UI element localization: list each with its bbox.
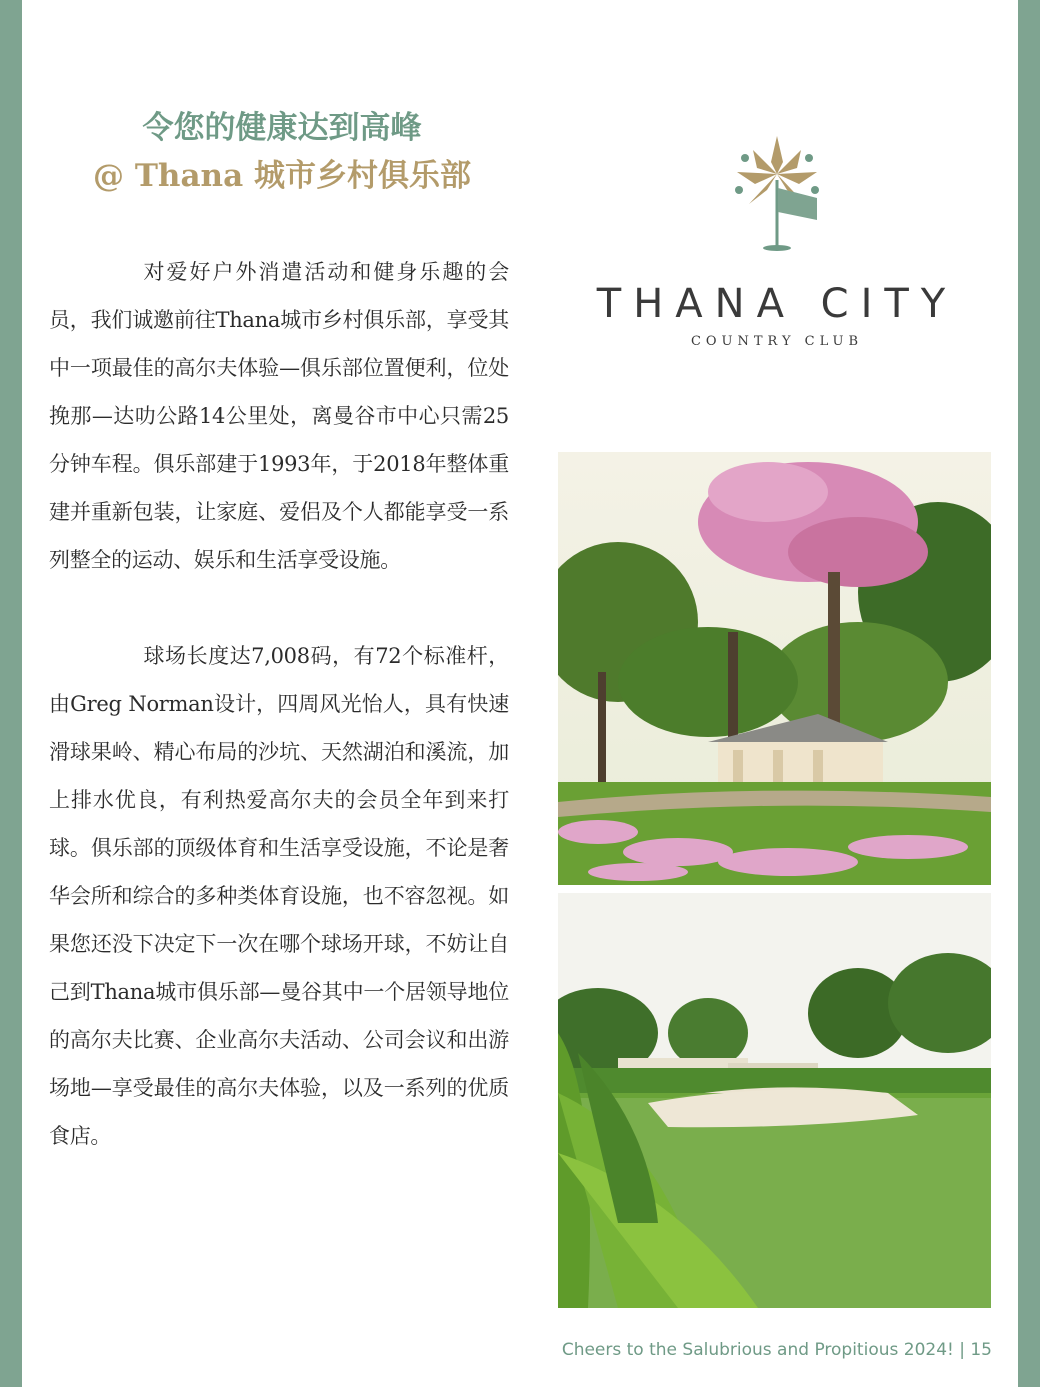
magazine-page: [22, 0, 1018, 1387]
lotus-flag-icon: [717, 128, 837, 258]
logo-subtitle: COUNTRY CLUB: [690, 334, 864, 349]
thana-city-logo: [567, 128, 987, 358]
paragraph-1: 对爱好户外消遣活动和健身乐趣的会员，我们诚邀前往Thana城市乡村俱乐部，享受其中一项最佳的高尔夫体验—俱乐部位置便利，位处挽那—达叻公路14公里处，离曼谷市中心只需25分钟车程。俱乐部建于1993年，于2018年整体重建并重新包装，让家庭、爱侣及个人都能享受一系列整全的运动、娱乐和生活享受设施。: [49, 260, 509, 572]
photo-golf-bunker: [558, 893, 991, 1308]
paragraph-2: 球场长度达7,008码，有72个标准杆，由Greg Norman设计，四周风光怡人，具有快速滑球果岭、精心布局的沙坑、天然湖泊和溪流，加上排水优良，有利热爱高尔夫的会员全年到来打球。俱乐部的顶级体育和生活享受设施，不论是奢华会所和综合的多种类体育设施，也不容忽视。如果您还没下决定下一次在哪个球场开球，不妨让自己到Thana城市俱乐部—曼谷其中一个居领导地位的高尔夫比赛、企业高尔夫活动、公司会议和出游场地—享受最佳的高尔夫体验，以及一系列的优质食店。: [49, 644, 509, 1148]
title-line-2: @ Thana 城市乡村俱乐部: [93, 158, 471, 194]
article-title: [22, 104, 542, 200]
photo-blossom-clubhouse: [558, 452, 991, 885]
page-footer: Cheers to the Salubrious and Propitious 2024! | 15: [561, 1340, 992, 1360]
article-body: [49, 248, 509, 1208]
logo-name: THANA CITY: [596, 281, 958, 327]
title-line-1: 令您的健康达到高峰: [142, 110, 422, 146]
